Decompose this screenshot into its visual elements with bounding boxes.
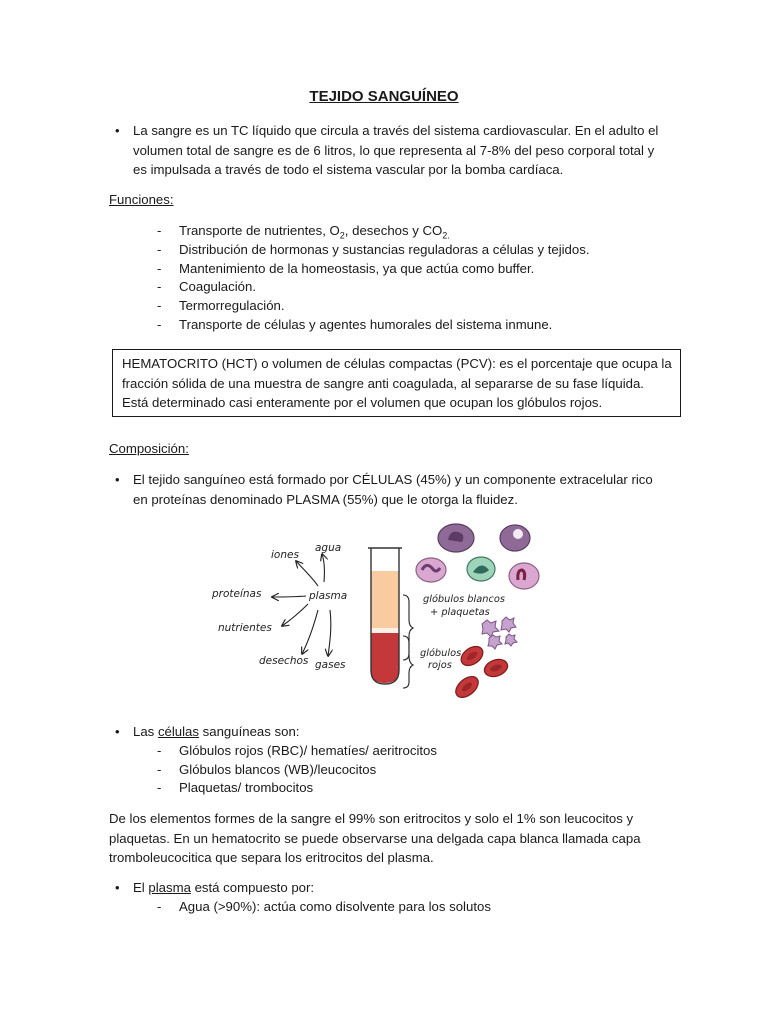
platelets	[482, 617, 517, 649]
list-dash: -	[157, 242, 162, 257]
desechos-label: desechos	[259, 655, 309, 667]
red-cells-label-2: rojos	[428, 660, 452, 671]
white-cells-brace	[403, 595, 413, 660]
list-dash: -	[157, 223, 162, 238]
function-item-text: , desechos y CO	[344, 223, 443, 238]
cells-intro-text: Las	[133, 724, 158, 739]
hematocrit-definition-box: HEMATOCRITO (HCT) o volumen de células compactas (PCV): es el porcentaje que ocupa la fracción sólida de una muestra de sangre anti coagulada, al separarse de su fase líquida. Está determinado casi enteramente por el volumen que ocupan los glóbulos rojos.	[112, 349, 681, 417]
cells-term: células	[157, 724, 199, 739]
list-dash: -	[157, 762, 162, 777]
iones-label: iones	[271, 549, 299, 561]
function-item: Coagulación.	[179, 279, 256, 294]
cells-intro	[133, 722, 663, 742]
bullet-marker: •	[115, 880, 120, 895]
list-dash: -	[157, 261, 162, 276]
blood-composition-figure	[200, 520, 540, 715]
cell-type-item: Glóbulos blancos (WB)/leucocitos	[179, 762, 377, 777]
document-title: TEJIDO SANGUÍNEO	[309, 88, 459, 105]
functions-heading: Funciones:	[109, 192, 174, 207]
intro-paragraph: La sangre es un TC líquido que circula a través del sistema cardiovascular. En el adulto el volumen total de sangre es de 6 litros, lo que representa al 7-8% del peso corporal total y es impulsada a través de todo el sistema vascular por la bomba cardíaca.	[133, 123, 659, 177]
plasma-layer	[371, 571, 399, 628]
plasma-intro	[133, 878, 663, 898]
list-dash: -	[157, 317, 162, 332]
plasma-intro-text: El	[133, 880, 149, 895]
red-cells-label-1: glóbulos	[420, 648, 462, 659]
function-item: Mantenimiento de la homeostasis, ya que actúa como buffer.	[179, 261, 535, 276]
plasma-arrows	[272, 554, 331, 656]
composition-paragraph: El tejido sanguíneo está formado por CÉLULAS (45%) y un componente extracelular rico en proteínas denominado PLASMA (55%) que le otorga la fluidez.	[133, 472, 653, 507]
plasma-label: plasma	[309, 590, 348, 602]
composition-heading: Composición:	[109, 441, 189, 456]
cell-type-item: Plaquetas/ trombocitos	[179, 780, 314, 795]
list-dash: -	[157, 899, 162, 914]
gases-label: gases	[315, 659, 346, 671]
white-cells-label-1: glóbulos blancos	[423, 594, 505, 605]
plasma-term: plasma	[148, 880, 191, 895]
plasma-intro-text: está compuesto por:	[190, 880, 315, 895]
red-cell-layer	[371, 633, 399, 683]
function-item: Termorregulación.	[179, 298, 285, 313]
white-blood-cells	[416, 524, 539, 589]
cell-type-item: Glóbulos rojos (RBC)/ hematíes/ aeritrocitos	[179, 743, 437, 758]
list-dash: -	[157, 780, 162, 795]
test-tube	[368, 548, 402, 684]
plasma-component-item: Agua (>90%): actúa como disolvente para los solutos	[179, 899, 491, 914]
function-item-text: Transporte de nutrientes, O	[179, 223, 340, 238]
agua-label: agua	[315, 542, 342, 554]
bullet-marker: •	[115, 724, 120, 739]
nutrientes-label: nutrientes	[218, 622, 272, 634]
bullet-marker: •	[115, 123, 120, 138]
subscript: 2.	[442, 230, 450, 241]
list-dash: -	[157, 279, 162, 294]
list-dash: -	[157, 743, 162, 758]
proteinas-label: proteínas	[212, 588, 262, 600]
bullet-marker: •	[115, 472, 120, 487]
cells-intro-text: sanguíneas son:	[199, 724, 300, 739]
subscript: 2	[339, 230, 345, 241]
white-cells-label-2: + plaquetas	[430, 607, 490, 618]
function-item: Distribución de hormonas y sustancias reguladoras a células y tejidos.	[179, 242, 590, 257]
function-item: Transporte de células y agentes humorales del sistema inmune.	[179, 317, 553, 332]
buffy-coat-layer	[371, 628, 399, 633]
list-dash: -	[157, 298, 162, 313]
red-cells-brace	[403, 636, 413, 688]
formed-elements-paragraph: De los elementos formes de la sangre el 99% son eritrocitos y solo el 1% son leucocitos y plaquetas. En un hematocrito se puede observarse una delgada capa blanca llamada capa tromboleucocitica que separa los eritrocitos del plasma.	[109, 811, 641, 865]
